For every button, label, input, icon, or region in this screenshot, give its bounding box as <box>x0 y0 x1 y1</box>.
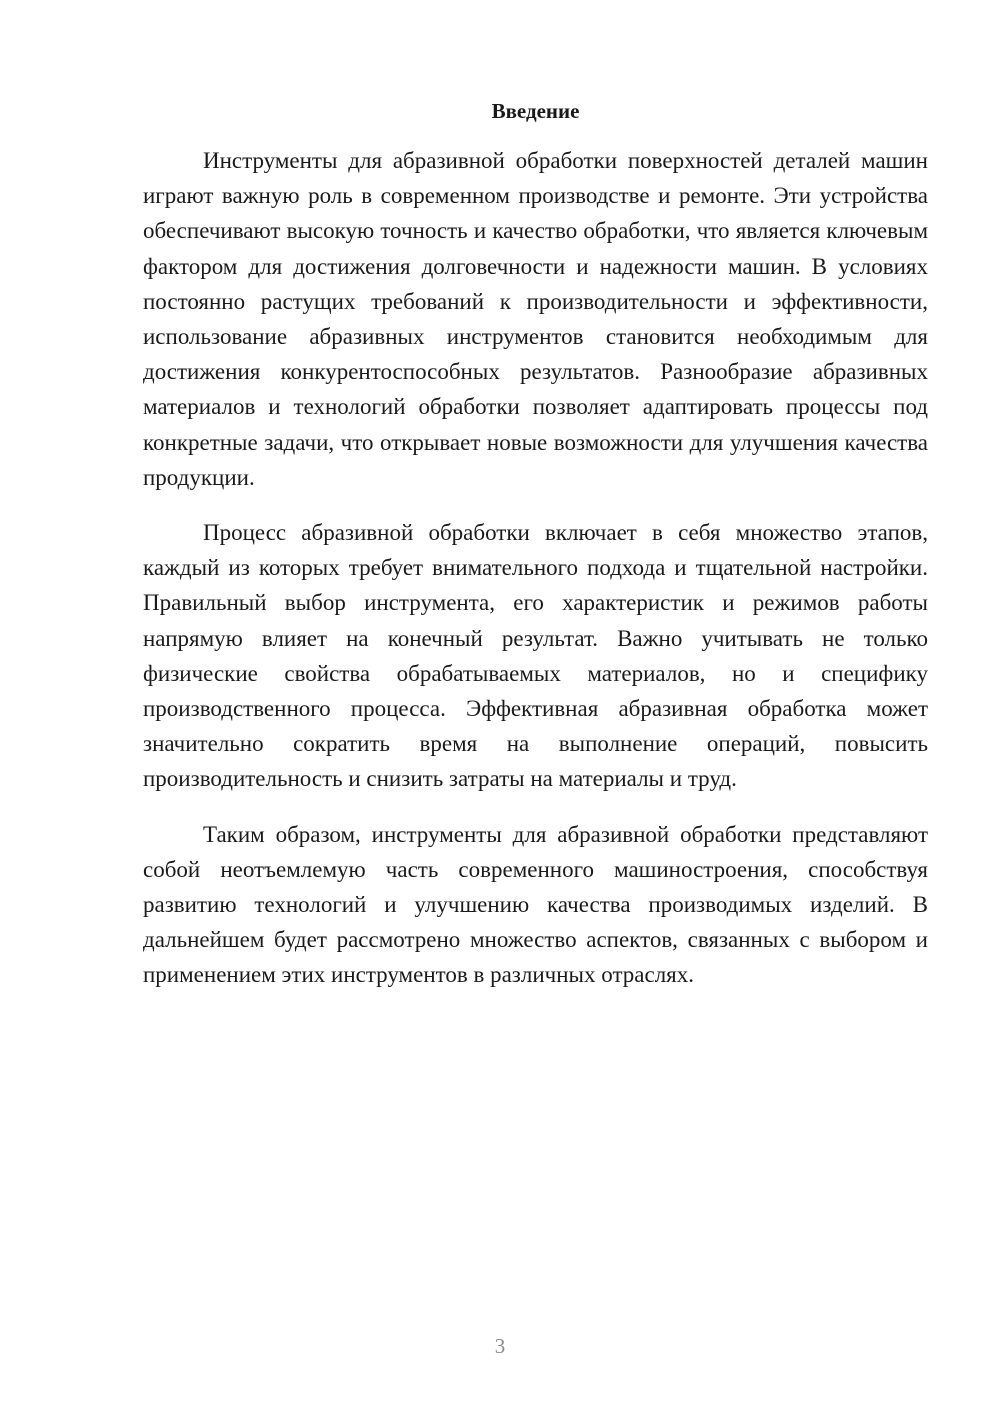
document-body <box>143 143 928 1013</box>
paragraph-conclusion: Таким образом, инструменты для абразивной обработки представляют собой неотъемлемую часть современного машиностроения, способствуя развитию технологий и улучшению качества производимых изделий. В дальнейшем будет рассмотрено множество аспектов, связанных с выбором и применением этих инструментов в различных отраслях. <box>143 821 928 988</box>
page-title: Введение <box>491 99 580 123</box>
paragraph-process: Процесс абразивной обработки включает в себя множество этапов, каждый из которых требует внимательного подхода и тщательной настройки. Правильный выбор инструмента, его характеристик и режимов работы напрямую влияет на конечный результат. Важно учитывать не только физические свойства обрабатываемых материалов, но и специфику производственного процесса. Эффективная абразивная обработка может значительно сократить время на выполнение операций, повысить производительность и снизить затраты на материалы и труд. <box>143 520 928 792</box>
paragraph-intro: Инструменты для абразивной обработки поверхностей деталей машин играют важную роль в современном производстве и ремонте. Эти устройства обеспечивают высокую точность и качество обработки, что является ключевым фактором для достижения долговечности и надежности машин. В условиях постоянно растущих требований к производительности и эффективности, использование абразивных инструментов становится необходимым для достижения конкурентоспособных результатов. Разнообразие абразивных материалов и технологий обработки позволяет адаптировать процессы под конкретные задачи, что открывает новые возможности для улучшения качества продукции. <box>143 148 928 490</box>
page-number: 3 <box>494 1334 506 1358</box>
